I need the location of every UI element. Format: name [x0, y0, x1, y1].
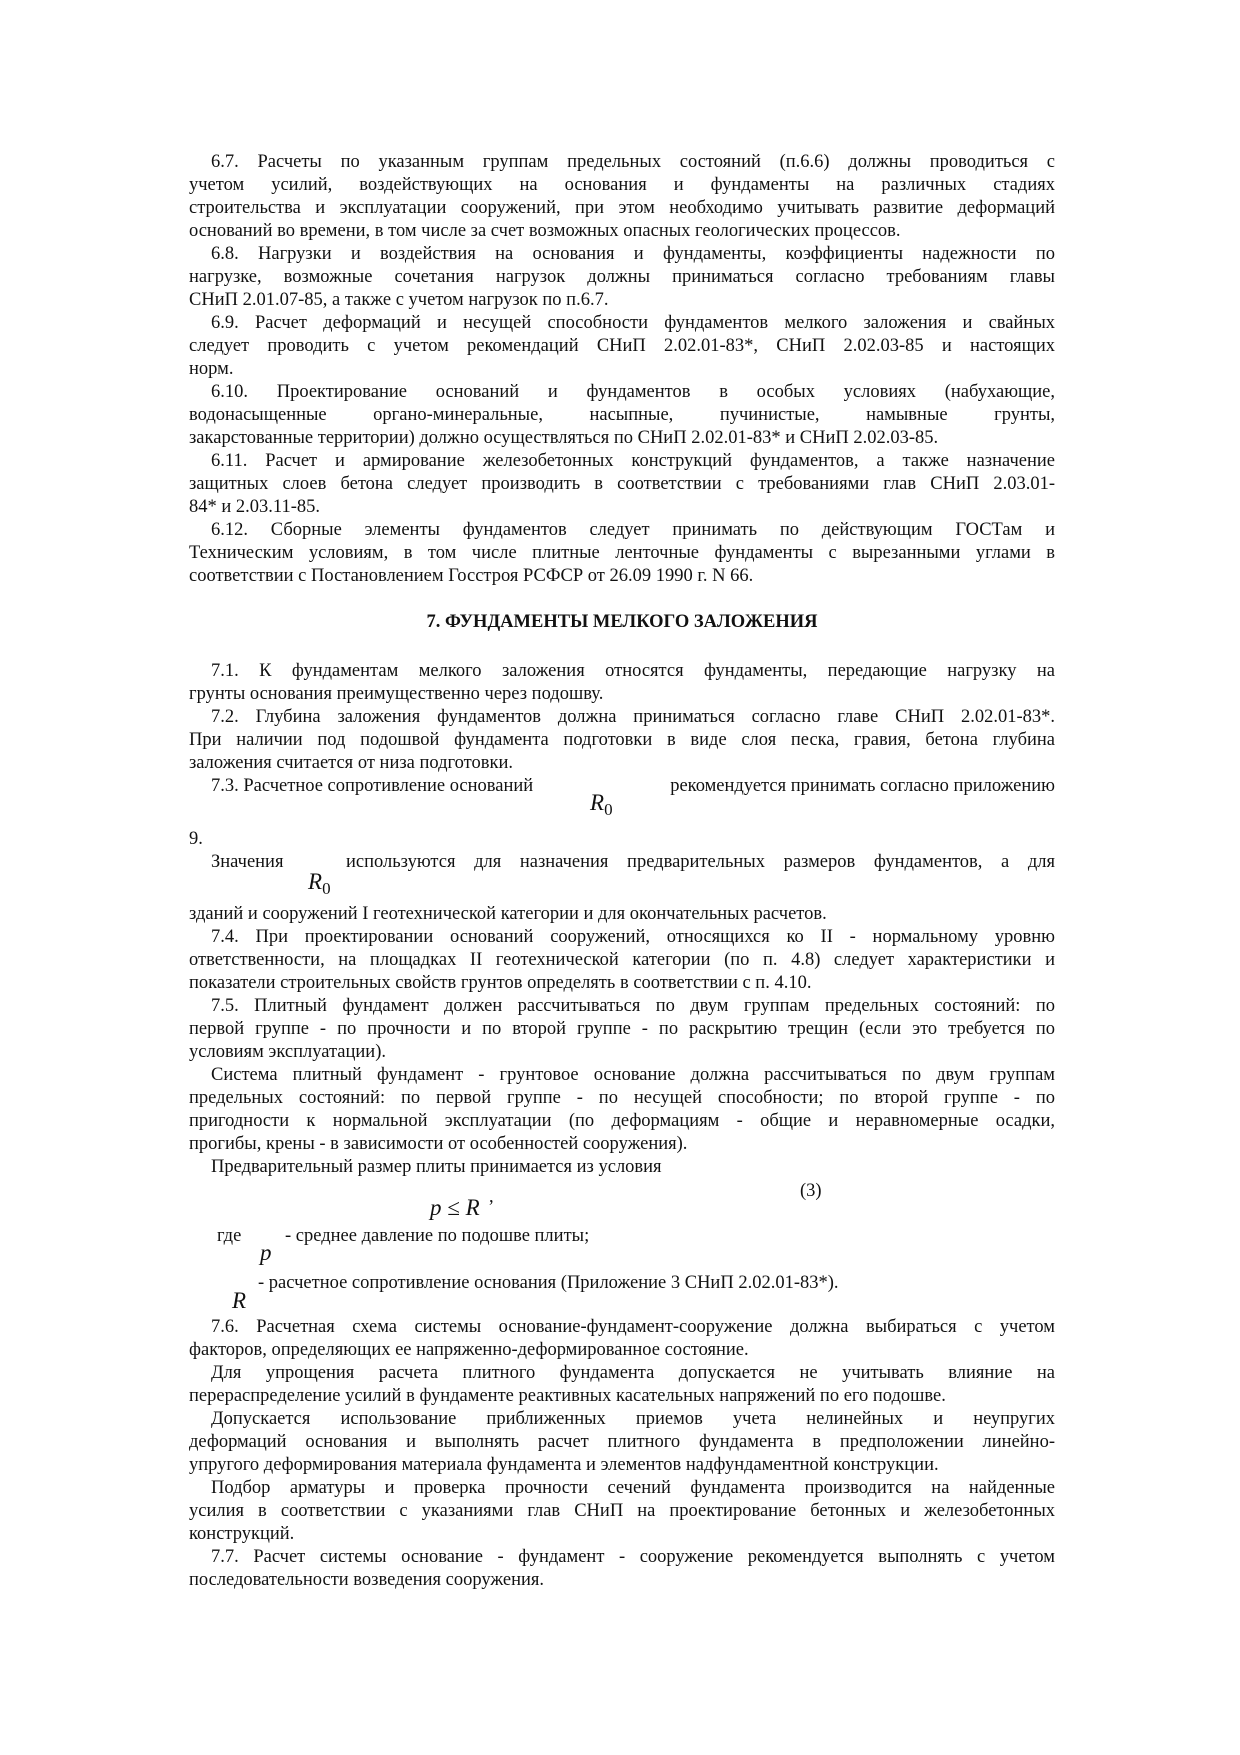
text-line: Техническим условиям, в том числе плитные ленточные фундаменты с вырезанными углами в: [189, 543, 1055, 563]
text-line: упругого деформирования материала фундамента и элементов надфундаментной конструкции.: [189, 1455, 939, 1475]
text-line: Значения: [211, 852, 284, 872]
text-line: деформаций основания и выполнять расчет плитного фундамента в предположении линейно-: [189, 1432, 1055, 1452]
text-line: 7.1. К фундаментам мелкого заложения относятся фундаменты, передающие нагрузку на: [211, 661, 1055, 681]
text-line: где: [217, 1226, 242, 1246]
formula-symbol-r: R: [232, 1288, 247, 1313]
text-line: ответственности, на площадках II геотехнической категории (по п. 4.8) следует характеристики и: [189, 950, 1055, 970]
text-line: 6.12. Сборные элементы фундаментов следует принимать по действующим ГОСТам и: [211, 520, 1055, 540]
text-line: 7.7. Расчет системы основание - фундамент - сооружение рекомендуется выполнять с учетом: [211, 1547, 1055, 1567]
text-line: водонасыщенные органо-минеральные, насыпные, пучинистые, намывные грунты,: [189, 405, 1055, 425]
text-line: рекомендуется принимать согласно приложению: [670, 776, 1055, 796]
text-line: 7.3. Расчетное сопротивление оснований: [211, 776, 534, 796]
text-line: 7.6. Расчетная схема системы основание-фундамент-сооружение должна выбираться с учетом: [211, 1317, 1055, 1337]
text-line: - среднее давление по подошве плиты;: [285, 1226, 590, 1246]
text-line: 6.8. Нагрузки и воздействия на основания и фундаменты, коэффициенты надежности по: [211, 244, 1055, 264]
text-line: норм.: [189, 359, 234, 379]
text-line: 6.10. Проектирование оснований и фундаментов в особых условиях (набухающие,: [211, 382, 1055, 402]
text-line: 84* и 2.03.11-85.: [189, 497, 320, 517]
text-line: 6.11. Расчет и армирование железобетонных конструкций фундаментов, а также назначение: [211, 451, 1055, 471]
text-line: 7.2. Глубина заложения фундаментов должна приниматься согласно главе СНиП 2.02.01-83*.: [211, 707, 1055, 727]
text-line: Предварительный размер плиты принимается из условия: [211, 1157, 662, 1177]
text-line: защитных слоев бетона следует производить в соответствии с требованиями глав СНиП 2.03.01-: [189, 474, 1055, 494]
formula-comma: ,: [489, 1187, 494, 1207]
text-line: Для упрощения расчета плитного фундамента допускается не учитывать влияние на: [211, 1363, 1055, 1383]
formula-symbol-r0: $R_0$: [308, 869, 331, 898]
text-line: конструкций.: [189, 1524, 295, 1544]
text-line: последовательности возведения сооружения.: [189, 1570, 545, 1590]
text-line: учетом усилий, воздействующих на основания и фундаменты на различных стадиях: [189, 175, 1055, 195]
formula-symbol-r0: $R_0$: [590, 790, 613, 819]
text-line: соответствии с Постановлением Госстроя РСФСР от 26.09 1990 г. N 66.: [189, 566, 754, 586]
text-line: закарстованные территории) должно осуществляться по СНиП 2.02.01-83* и СНиП 2.02.03-85.: [189, 428, 939, 448]
formula-expression: p ≤ R: [430, 1195, 480, 1220]
text-line: предельных состояний: по первой группе - по несущей способности; по второй группе - по: [189, 1088, 1055, 1108]
text-line: Допускается использование приближенных приемов учета нелинейных и неупругих: [211, 1409, 1055, 1429]
text-line: перераспределение усилий в фундаменте реактивных касательных напряжений по его подошве.: [189, 1386, 946, 1406]
text-line: 7.5. Плитный фундамент должен рассчитываться по двум группам предельных состояний: по: [211, 996, 1055, 1016]
text-line: первой группе - по прочности и по второй группе - по раскрытию трещин (если это требуется по: [189, 1019, 1055, 1039]
text-line: нагрузке, возможные сочетания нагрузок должны приниматься согласно требованиям главы: [189, 267, 1055, 287]
text-line: заложения считается от низа подготовки.: [189, 753, 513, 773]
formula-number: (3): [800, 1181, 822, 1201]
text-line: Система плитный фундамент - грунтовое основание должна рассчитываться по двум группам: [211, 1065, 1055, 1085]
text-line: используются для назначения предварительных размеров фундаментов, а для: [346, 852, 1055, 872]
text-line: При наличии под подошвой фундамента подготовки в виде слоя песка, гравия, бетона глубина: [189, 730, 1055, 750]
section-heading: 7. ФУНДАМЕНТЫ МЕЛКОГО ЗАЛОЖЕНИЯ: [426, 612, 818, 632]
text-line: грунты основания преимущественно через подошву.: [189, 684, 604, 704]
text-line: зданий и сооружений I геотехнической категории и для окончательных расчетов.: [189, 904, 827, 924]
text-line: 7.4. При проектировании оснований сооружений, относящихся ко II - нормальному уровню: [211, 927, 1055, 947]
text-line: усилия в соответствии с указаниями глав СНиП на проектирование бетонных и железобетонных: [189, 1501, 1055, 1521]
text-line: факторов, определяющих ее напряженно-деформированное состояние.: [189, 1340, 749, 1360]
text-line: пригодности к нормальной эксплуатации (по деформациям - общие и неравномерные осадки,: [189, 1111, 1055, 1131]
text-line: 6.9. Расчет деформаций и несущей способности фундаментов мелкого заложения и свайных: [211, 313, 1055, 333]
text-line: условиям эксплуатации).: [189, 1042, 386, 1062]
text-line: СНиП 2.01.07-85, а также с учетом нагрузок по п.6.7.: [189, 290, 609, 310]
text-line: прогибы, крены - в зависимости от особенностей сооружения).: [189, 1134, 688, 1154]
text-line: строительства и эксплуатации сооружений, при этом необходимо учитывать развитие деформаций: [189, 198, 1055, 218]
text-line: 6.7. Расчеты по указанным группам предельных состояний (п.6.6) должны проводиться с: [211, 152, 1055, 172]
text-line: показатели строительных свойств грунтов определять в соответствии с п. 4.10.: [189, 973, 812, 993]
text-line: 9.: [189, 829, 203, 849]
text-line: - расчетное сопротивление основания (Приложение 3 СНиП 2.02.01-83*).: [258, 1273, 839, 1293]
text-line: Подбор арматуры и проверка прочности сечений фундамента производится на найденные: [211, 1478, 1055, 1498]
text-line: следует проводить с учетом рекомендаций СНиП 2.02.01-83*, СНиП 2.02.03-85 и настоящих: [189, 336, 1055, 356]
text-line: оснований во времени, в том числе за счет возможных опасных геологических процессов.: [189, 221, 901, 241]
formula-symbol-p: p: [260, 1240, 272, 1265]
